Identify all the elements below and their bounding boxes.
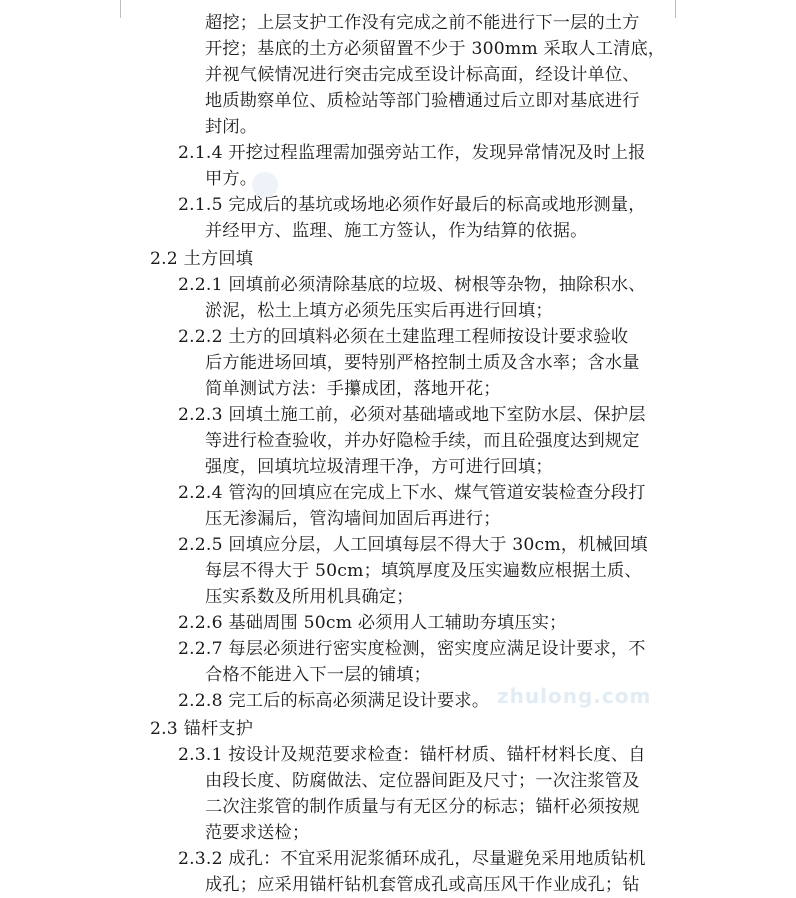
paragraph-line: 并视气候情况进行突击完成至设计标高面，经设计单位、 xyxy=(205,65,640,85)
section-heading: 2.3 锚杆支护 xyxy=(150,719,254,739)
paragraph-line: 并经甲方、监理、施工方签认，作为结算的依据。 xyxy=(205,221,588,241)
clause-line: 2.2.1 回填前必须清除基底的垃圾、树根等杂物，抽除积水、 xyxy=(178,275,646,295)
page-corner-mark-right xyxy=(675,0,676,18)
clause-line: 2.2.3 回填土施工前，必须对基础墙或地下室防水层、保护层 xyxy=(178,405,646,425)
page-corner-mark-left xyxy=(120,0,121,18)
clause-line: 2.2.5 回填应分层，人工回填每层不得大于 30cm，机械回填 xyxy=(178,535,648,555)
paragraph-line: 等进行检查验收，并办好隐检手续，而且砼强度达到规定 xyxy=(205,431,640,451)
clause-line: 2.3.2 成孔：不宜采用泥浆循环成孔，尽量避免采用地质钻机 xyxy=(178,849,646,869)
paragraph-line: 封闭。 xyxy=(205,117,258,137)
clause-line: 2.2.7 每层必须进行密实度检测，密实度应满足设计要求，不 xyxy=(178,639,646,659)
clause-line: 2.3.1 按设计及规范要求检查：锚杆材质、锚杆材料长度、自 xyxy=(178,745,646,765)
paragraph-line: 每层不得大于 50cm；填筑厚度及压实遍数应根据土质、 xyxy=(205,561,642,581)
paragraph-line: 地质勘察单位、质检站等部门验槽通过后立即对基底进行 xyxy=(205,91,640,111)
paragraph-line: 合格不能进入下一层的铺填； xyxy=(205,665,432,685)
clause-line: 2.1.5 完成后的基坑或场地必须作好最后的标高或地形测量， xyxy=(178,195,646,215)
paragraph-line: 甲方。 xyxy=(205,169,258,189)
paragraph-line: 简单测试方法：手攥成团，落地开花； xyxy=(205,379,501,399)
clause-line: 2.1.4 开挖过程监理需加强旁站工作，发现异常情况及时上报 xyxy=(178,143,646,163)
clause-line: 2.2.6 基础周围 50cm 必须用人工辅助夯填压实； xyxy=(178,613,567,633)
watermark-text: zhulong.com xyxy=(497,684,652,708)
paragraph-line: 强度，回填坑垃圾清理干净，方可进行回填； xyxy=(205,457,553,477)
paragraph-line: 超挖；上层支护工作没有完成之前不能进行下一层的土方 xyxy=(205,13,640,33)
paragraph-line: 淤泥，松土上填方必须先压实后再进行回填； xyxy=(205,301,553,321)
clause-line: 2.2.2 土方的回填料必须在土建监理工程师按设计要求验收 xyxy=(178,327,629,347)
clause-line: 2.2.8 完工后的标高必须满足设计要求。 xyxy=(178,691,490,711)
paragraph-line: 二次注浆管的制作质量与有无区分的标志；锚杆必须按规 xyxy=(205,797,640,817)
paragraph-line: 后方能进场回填，要特别严格控制土质及含水率；含水量 xyxy=(205,353,640,373)
paragraph-line: 压无渗漏后，管沟墙间加固后再进行； xyxy=(205,509,501,529)
paragraph-line: 由段长度、防腐做法、定位器间距及尺寸；一次注浆管及 xyxy=(205,771,640,791)
paragraph-line: 开挖；基底的土方必须留置不少于 300mm 采取人工清底， xyxy=(205,39,666,59)
paragraph-line: 范要求送检； xyxy=(205,823,310,843)
paragraph-line: 成孔；应采用锚杆钻机套管成孔或高压风干作业成孔；钻 xyxy=(205,875,640,895)
clause-line: 2.2.4 管沟的回填应在完成上下水、煤气管道安装检查分段打 xyxy=(178,483,646,503)
section-heading: 2.2 土方回填 xyxy=(150,249,254,269)
paragraph-line: 压实系数及所用机具确定； xyxy=(205,587,414,607)
